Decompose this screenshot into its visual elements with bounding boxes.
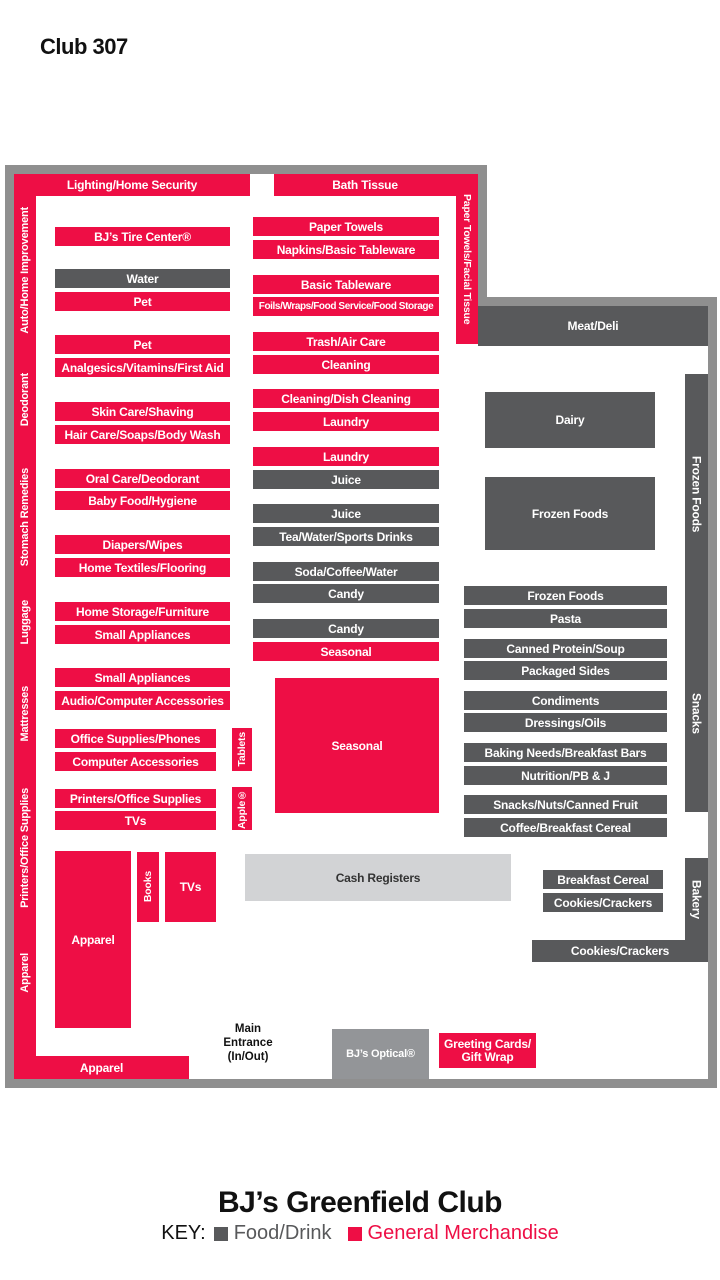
dept-office-supplies-phones[interactable]: Office Supplies/Phones: [55, 729, 216, 748]
cash-registers[interactable]: Cash Registers: [245, 854, 511, 901]
dept-printers-office-supplies[interactable]: Printers/Office Supplies: [55, 789, 216, 808]
legend: [0, 1222, 720, 1245]
dept-apparel-bottom[interactable]: Apparel: [14, 1056, 189, 1079]
dept-snacks-wall[interactable]: Snacks: [685, 614, 708, 812]
dept-dairy[interactable]: Dairy: [485, 392, 655, 448]
dept-seasonal-block[interactable]: Seasonal: [275, 678, 439, 813]
dept-apple[interactable]: Apple®: [232, 787, 252, 830]
dept-luggage[interactable]: Luggage: [19, 600, 31, 645]
dept-apparel-wall[interactable]: Apparel: [19, 952, 31, 993]
store-title: BJ’s Greenfield Club: [218, 1186, 502, 1219]
dept-greeting-cards[interactable]: Greeting Cards/ Gift Wrap: [439, 1033, 536, 1068]
dept-small-appliances-2[interactable]: Small Appliances: [55, 668, 230, 687]
dept-snacks-nuts[interactable]: Snacks/Nuts/Canned Fruit: [464, 795, 667, 814]
dept-printers-office-supplies-wall[interactable]: Printers/Office Supplies: [19, 787, 31, 908]
dept-home-storage[interactable]: Home Storage/Furniture: [55, 602, 230, 621]
dept-lighting-home-security[interactable]: Lighting/Home Security: [14, 174, 250, 196]
dept-nutrition[interactable]: Nutrition/PB & J: [464, 766, 667, 785]
dept-apparel-block[interactable]: Apparel: [55, 851, 131, 1028]
dept-basic-tableware[interactable]: Basic Tableware: [253, 275, 439, 294]
dept-tea-water[interactable]: Tea/Water/Sports Drinks: [253, 527, 439, 546]
dept-paper-towels-facial-tissue-label: Paper Towels/Facial Tissue: [461, 193, 473, 325]
dept-small-appliances-1[interactable]: Small Appliances: [55, 625, 230, 644]
dept-bjs-tire-center[interactable]: BJ’s Tire Center®: [55, 227, 230, 246]
dept-cookies-crackers-bottom[interactable]: Cookies/Crackers: [532, 940, 708, 962]
dept-meat-deli[interactable]: Meat/Deli: [478, 306, 708, 346]
dept-computer-accessories[interactable]: Computer Accessories: [55, 752, 216, 771]
dept-laundry-2[interactable]: Laundry: [253, 447, 439, 466]
dept-trash-air-care[interactable]: Trash/Air Care: [253, 332, 439, 351]
dept-home-textiles[interactable]: Home Textiles/Flooring: [55, 558, 230, 577]
dept-audio-computer[interactable]: Audio/Computer Accessories: [55, 691, 230, 710]
dept-seasonal-1[interactable]: Seasonal: [253, 642, 439, 661]
dept-water[interactable]: Water: [55, 269, 230, 288]
dept-diapers[interactable]: Diapers/Wipes: [55, 535, 230, 554]
dept-hair-care[interactable]: Hair Care/Soaps/Body Wash: [55, 425, 230, 444]
dept-oral-care[interactable]: Oral Care/Deodorant: [55, 469, 230, 488]
dept-deodorant[interactable]: Deodorant: [19, 373, 31, 427]
dept-laundry-1[interactable]: Laundry: [253, 412, 439, 431]
dept-cleaning[interactable]: Cleaning: [253, 355, 439, 374]
dept-candy-2[interactable]: Candy: [253, 619, 439, 638]
food-drink-swatch: [214, 1227, 228, 1241]
dept-paper-towels-facial-tissue[interactable]: [456, 174, 478, 344]
dept-packaged-sides[interactable]: Packaged Sides: [464, 661, 667, 680]
dept-analgesics[interactable]: Analgesics/Vitamins/First Aid: [55, 358, 230, 377]
dept-soda-coffee[interactable]: Soda/Coffee/Water: [253, 562, 439, 581]
general-merchandise-label: General Merchandise: [367, 1222, 559, 1244]
dept-frozen-foods-wall[interactable]: Frozen Foods: [685, 374, 708, 614]
food-drink-label: Food/Drink: [233, 1222, 332, 1244]
general-merchandise-swatch: [348, 1227, 362, 1241]
dept-baby-food[interactable]: Baby Food/Hygiene: [55, 491, 230, 510]
dept-paper-towels[interactable]: Paper Towels: [253, 217, 439, 236]
dept-tvs-1[interactable]: TVs: [55, 811, 216, 830]
dept-canned-protein[interactable]: Canned Protein/Soup: [464, 639, 667, 658]
dept-condiments[interactable]: Condiments: [464, 691, 667, 710]
dept-candy-1[interactable]: Candy: [253, 584, 439, 603]
dept-cookies-crackers[interactable]: Cookies/Crackers: [543, 893, 663, 912]
dept-mattresses[interactable]: Mattresses: [19, 686, 31, 742]
dept-frozen-foods-aisle[interactable]: Frozen Foods: [464, 586, 667, 605]
dept-breakfast-cereal[interactable]: Breakfast Cereal: [543, 870, 663, 889]
dept-auto-home-improvement[interactable]: Auto/Home Improvement: [19, 206, 31, 334]
dept-bjs-optical[interactable]: BJ’s Optical®: [332, 1029, 429, 1079]
dept-foils-wraps[interactable]: Foils/Wraps/Food Service/Food Storage: [253, 297, 439, 316]
dept-books[interactable]: Books: [137, 852, 159, 922]
dept-coffee-cereal[interactable]: Coffee/Breakfast Cereal: [464, 818, 667, 837]
dept-pasta[interactable]: Pasta: [464, 609, 667, 628]
dept-napkins[interactable]: Napkins/Basic Tableware: [253, 240, 439, 259]
dept-stomach-remedies[interactable]: Stomach Remedies: [19, 468, 31, 567]
dept-frozen-foods-block[interactable]: Frozen Foods: [485, 477, 655, 550]
dept-juice-1[interactable]: Juice: [253, 470, 439, 489]
dept-skin-care[interactable]: Skin Care/Shaving: [55, 402, 230, 421]
dept-pet-2[interactable]: Pet: [55, 335, 230, 354]
dept-juice-2[interactable]: Juice: [253, 504, 439, 523]
dept-dish-cleaning[interactable]: Cleaning/Dish Cleaning: [253, 389, 439, 408]
dept-bakery[interactable]: Bakery: [685, 858, 708, 940]
dept-bath-tissue[interactable]: Bath Tissue: [274, 174, 456, 196]
club-label: Club 307: [40, 34, 128, 59]
dept-tvs-2[interactable]: TVs: [165, 852, 216, 922]
legend-key-label: KEY:: [161, 1222, 206, 1244]
dept-dressings-oils[interactable]: Dressings/Oils: [464, 713, 667, 732]
dept-tablets[interactable]: Tablets: [232, 728, 252, 771]
main-entrance-label[interactable]: Main Entrance (In/Out): [223, 1023, 273, 1063]
dept-pet-1[interactable]: Pet: [55, 292, 230, 311]
dept-baking-needs[interactable]: Baking Needs/Breakfast Bars: [464, 743, 667, 762]
